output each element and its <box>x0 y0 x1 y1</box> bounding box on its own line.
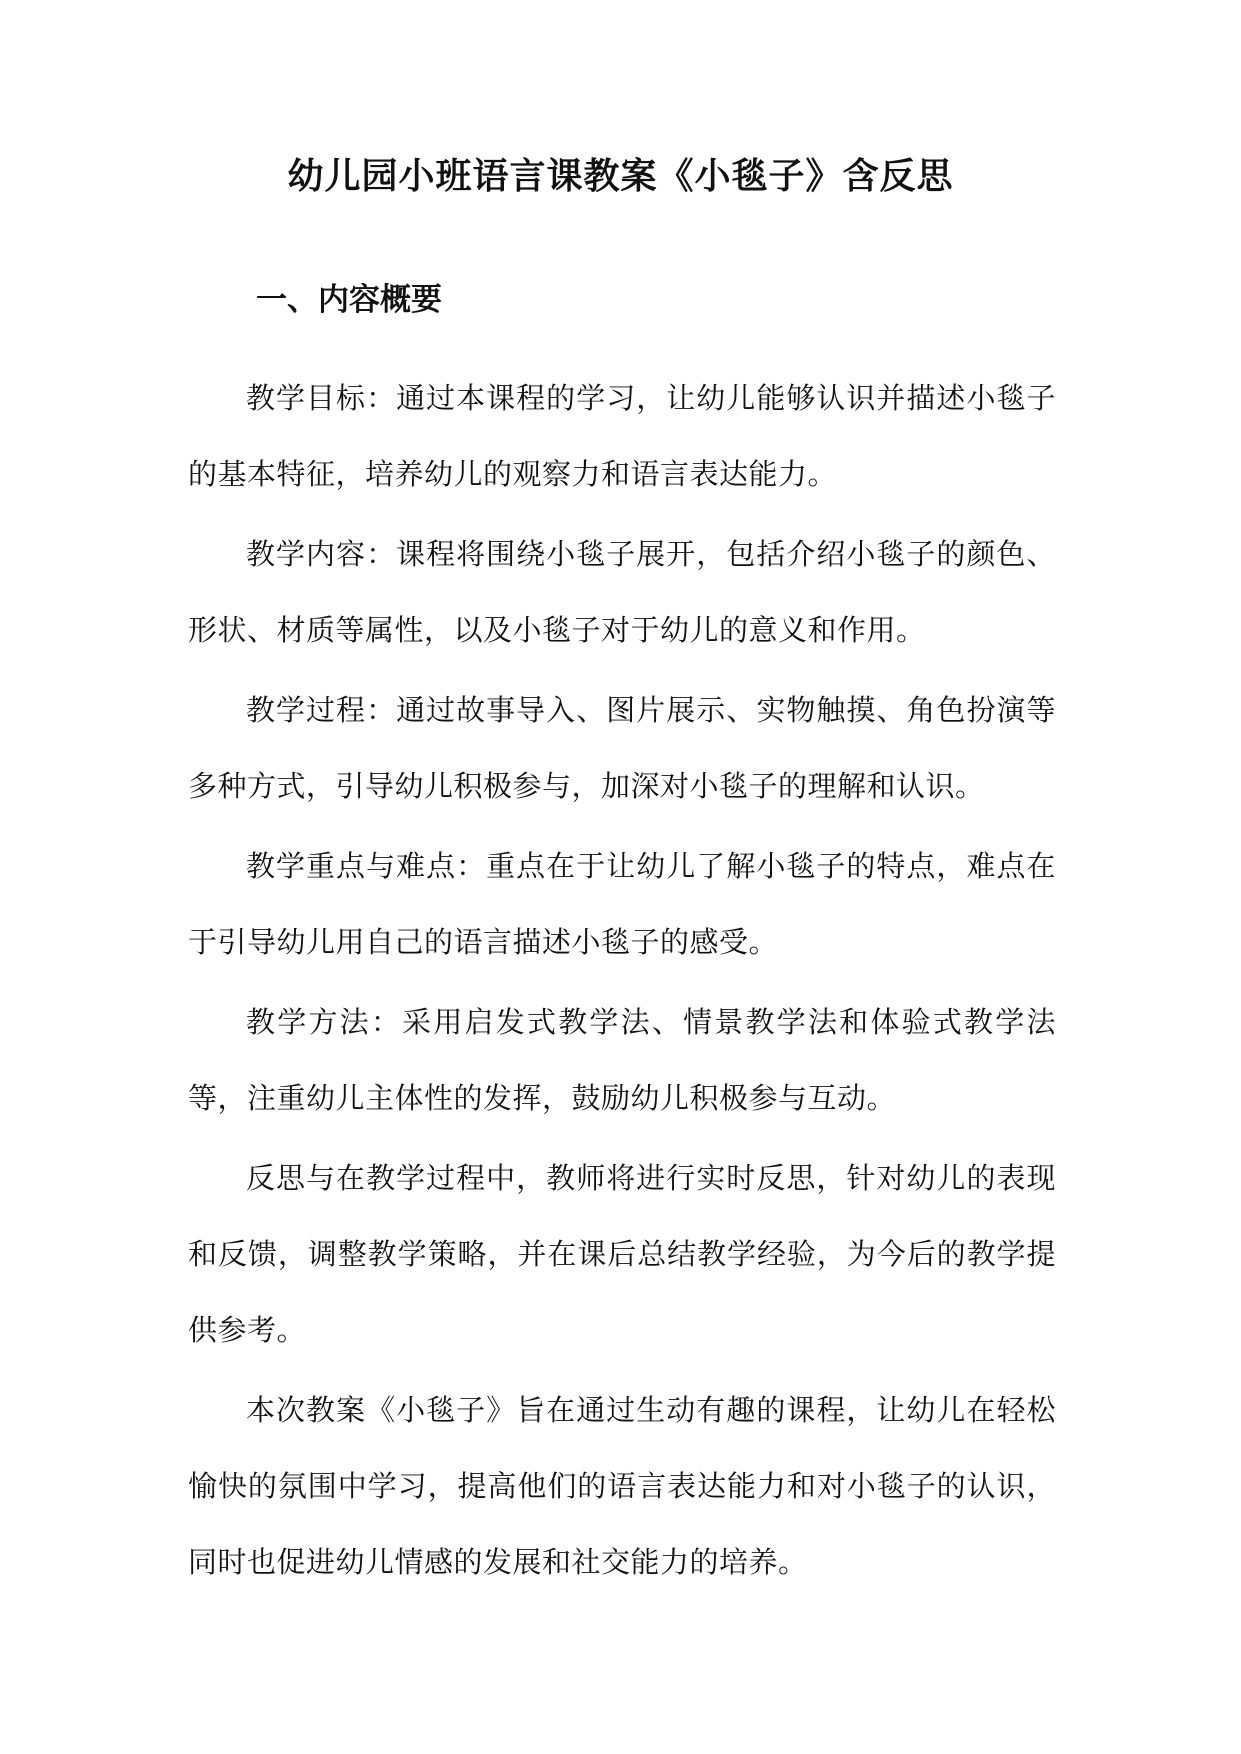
paragraph-teaching-process: 教学过程：通过故事导入、图片展示、实物触摸、角色扮演等多种方式，引导幼儿积极参与，加深对小毯子的理解和认识。 <box>188 693 1056 803</box>
paragraph-teaching-goal: 教学目标：通过本课程的学习，让幼儿能够认识并描述小毯子的基本特征，培养幼儿的观察力和语言表达能力。 <box>188 381 1056 491</box>
document-body <box>188 360 1056 1604</box>
document-title: 幼儿园小班语言课教案《小毯子》含反思 <box>287 155 954 197</box>
paragraph-summary: 本次教案《小毯子》旨在通过生动有趣的课程，让幼儿在轻松愉快的氛围中学习，提高他们的语言表达能力和对小毯子的认识，同时也促进幼儿情感的发展和社交能力的培养。 <box>188 1393 1056 1579</box>
paragraph-reflection: 反思与在教学过程中，教师将进行实时反思，针对幼儿的表现和反馈，调整教学策略，并在课后总结教学经验，为今后的教学提供参考。 <box>188 1161 1056 1347</box>
section-heading: 一、内容概要 <box>256 282 442 318</box>
paragraph-teaching-method: 教学方法：采用启发式教学法、情景教学法和体验式教学法等，注重幼儿主体性的发挥，鼓励幼儿积极参与互动。 <box>188 1005 1056 1115</box>
paragraph-teaching-content: 教学内容：课程将围绕小毯子展开，包括介绍小毯子的颜色、形状、材质等属性，以及小毯子对于幼儿的意义和作用。 <box>188 537 1056 647</box>
paragraph-key-points: 教学重点与难点：重点在于让幼儿了解小毯子的特点，难点在于引导幼儿用自己的语言描述小毯子的感受。 <box>188 849 1056 959</box>
